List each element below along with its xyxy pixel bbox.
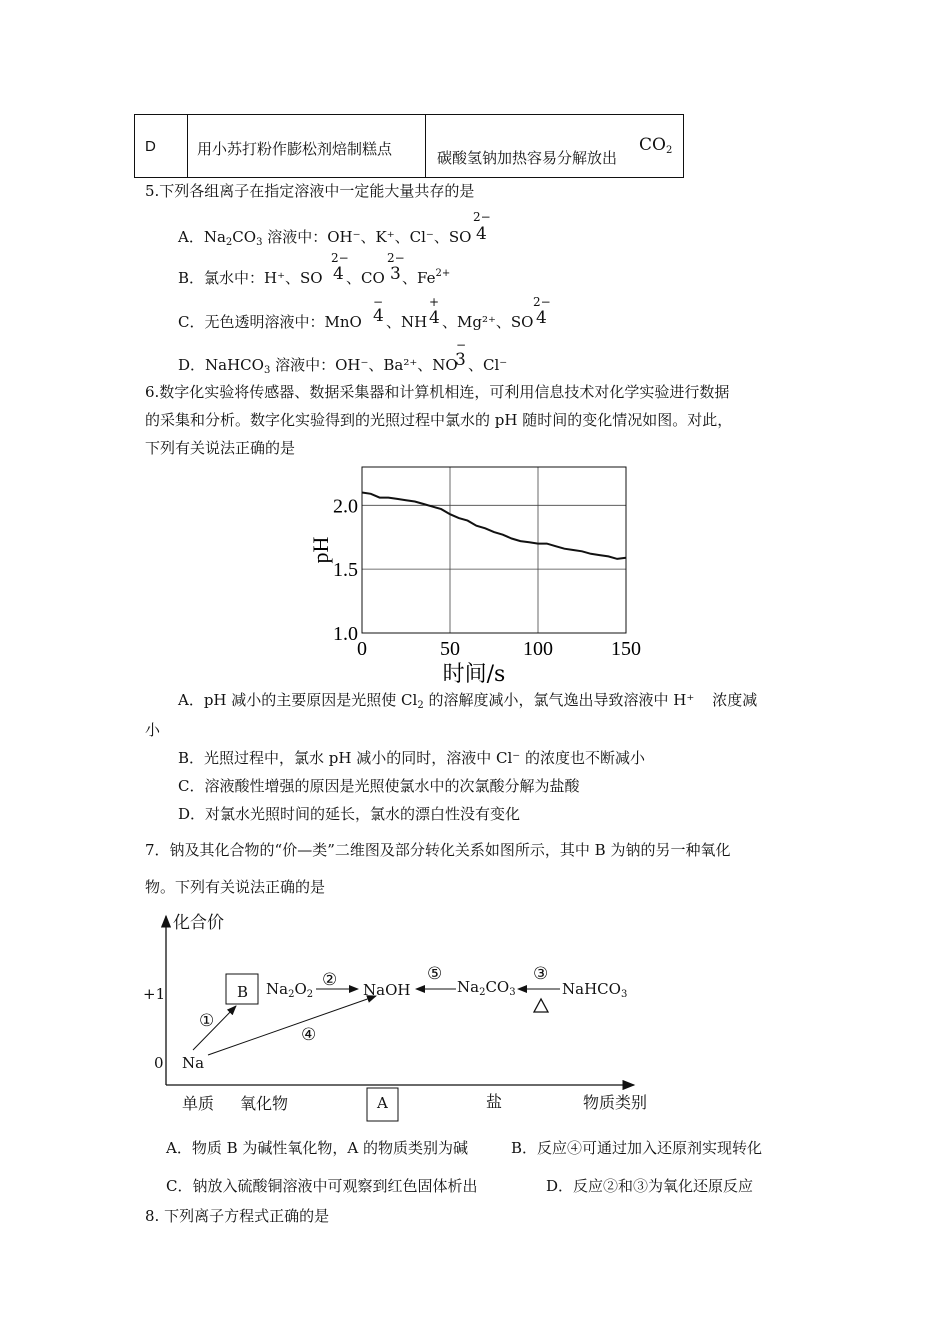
table-cell-explanation: 碳酸氢钠加热容易分解放出	[437, 149, 618, 167]
x-tick-label: 100	[523, 638, 553, 660]
q7-option-d: D．反应②和③为氧化还原反应	[546, 1177, 754, 1195]
q6-stem-1: 6.数字化实验将传感器、数据采集器和计算机相连，可利用信息技术对化学实验进行数据	[145, 383, 730, 401]
reaction-2-label: ②	[322, 970, 338, 990]
q5b-fe: 、$Fe^{2+}$	[402, 268, 451, 287]
chart-y-label: pH	[308, 536, 333, 564]
chart-x-label: 时间/s	[442, 662, 506, 687]
answer-table-row	[134, 114, 684, 178]
q5a-so4-index: 4	[476, 224, 487, 244]
arrow-4	[208, 996, 376, 1055]
q5c-mg-so4-text: 、Mg²⁺、SO	[442, 313, 534, 331]
co2-formula: $CO_2$	[639, 135, 673, 156]
q5c-mno4-index: 4	[373, 306, 384, 326]
q5-option-c: C．无色透明溶液中：MnO	[178, 313, 362, 331]
q5b-co3-text: 、CO	[346, 269, 385, 287]
node-b: B	[237, 983, 249, 1001]
reaction-3-label: ③	[533, 964, 549, 984]
q6-option-d: D．对氯水光照时间的延长，氯水的漂白性没有变化	[178, 805, 521, 823]
q5d-no3-charge: −	[456, 338, 467, 352]
chart-frame	[362, 467, 626, 633]
q6-option-a: A．pH 减小的主要原因是光照使 $Cl_2$ 的溶解度减小，氯气逸出导致溶液中 H⁺ 浓度减	[178, 691, 758, 711]
y-tick-label: 1.0	[333, 623, 358, 645]
q5a-so4-charge: 2−	[473, 210, 491, 224]
heat-triangle	[534, 999, 548, 1012]
node-na: Na	[182, 1054, 205, 1072]
q5b-co3-index: 3	[390, 264, 401, 284]
q5c-so4-charge: 2−	[533, 295, 551, 309]
q5c-nh4-index: 4	[429, 308, 440, 328]
axis-label-valence: 化合价	[173, 913, 224, 933]
q7-option-a: A．物质 B 为碱性氧化物，A 的物质类别为碱	[166, 1139, 468, 1157]
y-tick-label: 1.5	[333, 559, 358, 582]
chart-grid	[362, 467, 626, 633]
axis-label-class: 物质类别	[583, 1093, 648, 1112]
x-tick-label: 0	[357, 638, 367, 660]
chart-ticks	[333, 495, 641, 660]
heat-symbol-text	[532, 990, 533, 991]
q5-option-b: B．氯水中：H⁺、SO	[178, 269, 323, 287]
valence-zero: 0	[154, 1054, 164, 1072]
q7-option-b: B．反应④可通过加入还原剂实现转化	[511, 1139, 763, 1157]
category-salt: 盐	[486, 1092, 503, 1111]
node-nahco3: NaHCO$_3$	[562, 980, 628, 1000]
q6-stem-2: 的采集和分析。数字化实验得到的光照过程中氯水的 pH 随时间的变化情况如图。对此，	[145, 411, 733, 429]
q8-stem: 8. 下列离子方程式正确的是	[145, 1207, 330, 1225]
reaction-1-label: ①	[199, 1011, 215, 1031]
table-cell-practice: 用小苏打粉作膨松剂焙制糕点	[187, 115, 426, 177]
q5-option-d: D．NaHCO$_3$ 溶液中：OH⁻、Ba²⁺、NO	[178, 356, 458, 376]
q7-stem-1: 7．钠及其化合物的“价—类”二维图及部分转化关系如图所示，其中 B 为钠的另一种氧化	[145, 841, 731, 859]
y-tick-label: 2.0	[333, 495, 358, 518]
q6-option-a-cont: 小	[145, 721, 161, 739]
reaction-5-label: ⑤	[427, 964, 443, 984]
node-na2o2: $Na_2O_2$	[266, 980, 314, 1000]
node-naoh: NaOH	[363, 981, 411, 999]
q5b-co3-charge: 2−	[387, 251, 405, 265]
q5b-so4-index: 4	[333, 264, 344, 284]
q5-option-a: A．$Na_2CO_3$ 溶液中：OH⁻、K⁺、Cl⁻、SO	[178, 228, 472, 248]
q6-option-b: B．光照过程中，氯水 pH 减小的同时，溶液中 Cl⁻ 的浓度也不断减小	[178, 749, 645, 767]
table-cell-letter: D	[135, 115, 188, 177]
q7-option-c: C．钠放入硫酸铜溶液中可观察到红色固体析出	[166, 1177, 478, 1195]
category-element: 单质	[182, 1094, 215, 1113]
valence-plus-one: +1	[143, 985, 166, 1003]
valence-class-diagram	[0, 900, 950, 1130]
q5c-nh4-text: 、NH	[386, 313, 428, 331]
category-oxide: 氧化物	[240, 1094, 289, 1113]
q7-stem-2: 物。下列有关说法正确的是	[145, 878, 326, 896]
q5b-so4-charge: 2−	[331, 251, 349, 265]
q5d-cl: 、Cl⁻	[468, 356, 508, 374]
ph-chart	[0, 455, 950, 705]
x-tick-label: 150	[611, 638, 641, 660]
q5c-mno4-charge: −	[373, 295, 384, 309]
q5c-so4-index: 4	[536, 308, 547, 328]
ph-series-line	[362, 493, 626, 559]
q6-option-c: C．溶液酸性增强的原因是光照使氯水中的次氯酸分解为盐酸	[178, 777, 580, 795]
q5-stem: 5.下列各组离子在指定溶液中一定能大量共存的是	[145, 182, 475, 200]
q6-stem-3: 下列有关说法正确的是	[145, 439, 296, 457]
node-na2co3: $Na_2CO_3$	[457, 978, 516, 998]
x-tick-label: 50	[440, 638, 460, 660]
q5d-no3-index: 3	[455, 350, 466, 370]
q5c-nh4-charge: +	[429, 295, 440, 309]
category-a-label: A	[377, 1094, 388, 1112]
reaction-4-label: ④	[301, 1025, 317, 1045]
